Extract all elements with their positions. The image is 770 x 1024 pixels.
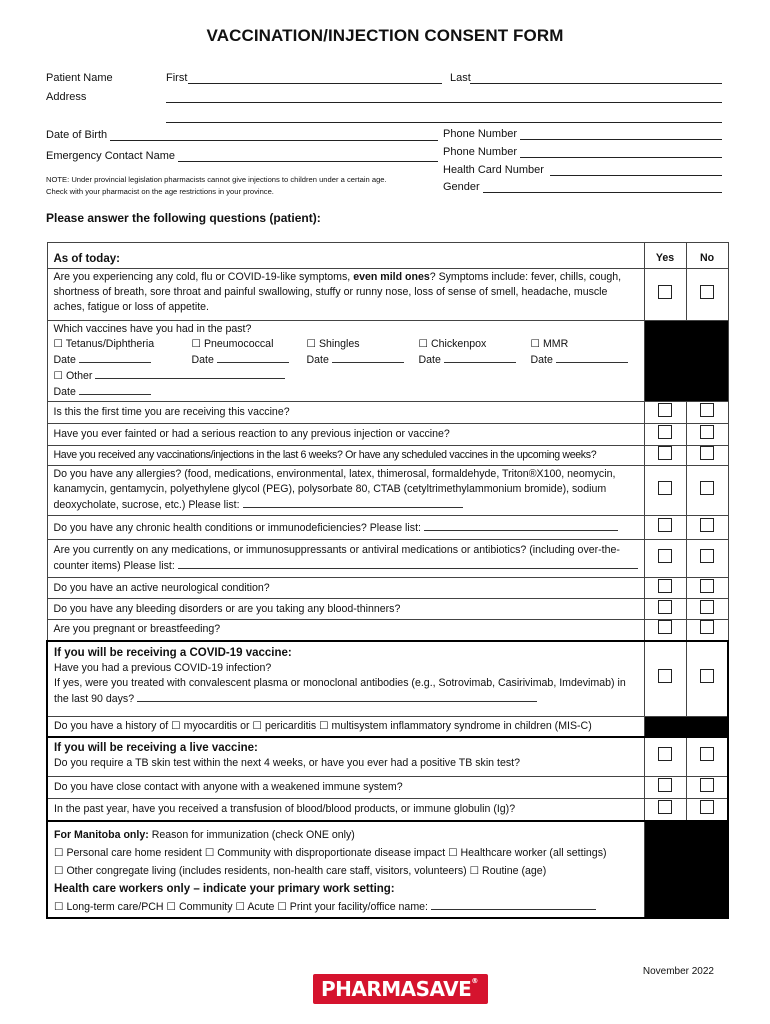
no-checkbox[interactable] — [700, 600, 714, 614]
no-checkbox[interactable] — [700, 800, 714, 814]
date-field[interactable] — [217, 352, 289, 363]
yes-checkbox[interactable] — [658, 446, 672, 460]
yes-checkbox[interactable] — [658, 549, 672, 563]
address-field-2[interactable] — [166, 122, 722, 123]
dob-label: Date of Birth — [46, 129, 108, 141]
fainted-question: Have you ever fainted or had a serious reaction to any previous injection or vaccine? — [47, 424, 644, 446]
emergency-contact-label: Emergency Contact Name — [46, 150, 175, 162]
date-field[interactable] — [332, 352, 404, 363]
allergies-question: Do you have any allergies? (food, medications, environmental, latex, thimerosal, formaldehyde, Triton®X100, neomycin, kanamycin, gentamycin, polyethylene glycol (PEG), polysorbate 80, CTAB (cetyltrimethylammonium bromide), sodium deoxycholate, sucrose, etc.) Please list: — [47, 466, 644, 516]
live-vaccine-heading: If you will be receiving a live vaccine: — [54, 741, 258, 754]
date-field[interactable] — [79, 352, 151, 363]
no-checkbox[interactable] — [700, 579, 714, 593]
health-card-label: Health Card Number — [443, 164, 544, 176]
neurological-question: Do you have an active neurological condition? — [47, 578, 644, 599]
myocarditis-history-question: Do you have a history of ☐ myocarditis or ☐ pericarditis ☐ multisystem inflammatory syndrome in children (MIS-C) — [47, 717, 644, 737]
date-field[interactable] — [79, 384, 151, 395]
bleeding-question: Do you have any bleeding disorders or are you taking any blood-thinners? — [47, 599, 644, 620]
yes-checkbox[interactable] — [658, 285, 672, 299]
yes-checkbox[interactable] — [658, 669, 672, 683]
yes-checkbox[interactable] — [658, 403, 672, 417]
symptoms-question: Are you experiencing any cold, flu or COVID-19-like symptoms, even mild ones? Symptoms include: fever, chills, cough, shortness of breath, sore throat and painful swallowing, stuffy or runny nose, loss of sense of smell, headache, muscle aches, fatigue or loss of appetite. — [47, 269, 644, 321]
tb-test-question: Do you require a TB skin test within the next 4 weeks, or have you ever had a positive TB skin test? — [54, 756, 520, 769]
yes-header: Yes — [644, 243, 686, 269]
covid-section — [47, 641, 644, 717]
age-note-line-2: Check with your pharmacist on the age restrictions in your province. — [46, 187, 274, 196]
yes-checkbox[interactable] — [658, 425, 672, 439]
health-card-field[interactable] — [550, 175, 722, 176]
first-name-label: First — [166, 72, 188, 84]
covid-treatment-field[interactable] — [137, 691, 537, 702]
dob-field[interactable] — [110, 140, 438, 141]
pregnant-question: Are you pregnant or breastfeeding? — [47, 620, 644, 641]
address-field-1[interactable] — [166, 102, 722, 103]
health-care-workers-heading: Health care workers only – indicate your primary work setting: — [54, 882, 395, 895]
manitoba-options-line-1[interactable]: ☐ Personal care home resident ☐ Community with disproportionate disease impact ☐ Healthcare worker (all settings) — [54, 846, 607, 859]
as-of-today-heading: As of today: — [53, 253, 120, 265]
date-label: Date — [530, 354, 553, 366]
gender-label: Gender — [443, 181, 480, 193]
first-time-question: Is this the first time you are receiving this vaccine? — [47, 402, 644, 424]
no-checkbox[interactable] — [700, 549, 714, 563]
yes-checkbox[interactable] — [658, 747, 672, 761]
last-name-field[interactable] — [470, 83, 722, 84]
blacked-out-cell — [644, 717, 728, 737]
no-header: No — [686, 243, 728, 269]
vaccine-option[interactable]: ☐ Shingles — [306, 338, 360, 350]
blacked-out-cell — [644, 821, 728, 918]
live-vaccine-section — [47, 737, 644, 777]
manitoba-heading: For Manitoba only: — [54, 828, 149, 841]
vaccine-option[interactable]: ☐ Tetanus/Diphtheria — [53, 338, 155, 350]
date-field[interactable] — [556, 352, 628, 363]
no-checkbox[interactable] — [700, 425, 714, 439]
first-name-field[interactable] — [188, 83, 442, 84]
no-checkbox[interactable] — [700, 778, 714, 792]
manitoba-options-line-2[interactable]: ☐ Other congregate living (includes residents, non-health care staff, visitors, volunteers) ☐ Routine (age) — [54, 864, 547, 877]
covid-heading: If you will be receiving a COVID-19 vaccine: — [54, 646, 292, 659]
phone-field-2[interactable] — [520, 157, 722, 158]
emergency-contact-field[interactable] — [178, 161, 438, 162]
table-row — [47, 321, 728, 402]
yes-checkbox[interactable] — [658, 518, 672, 532]
phone-label-2: Phone Number — [443, 146, 517, 158]
medications-field[interactable] — [178, 558, 638, 569]
facility-name-field[interactable] — [431, 899, 596, 910]
past-vaccines-question: Which vaccines have you had in the past? ☐ Tetanus/Diphtheria ☐ Pneumococcal ☐ Shingles ☐ Chickenpox ☐ MMR Date Date Date Date Date ☐ Other Date — [47, 321, 644, 402]
phone-label-1: Phone Number — [443, 128, 517, 140]
no-checkbox[interactable] — [700, 285, 714, 299]
form-title: VACCINATION/INJECTION CONSENT FORM — [206, 26, 564, 45]
yes-checkbox[interactable] — [658, 800, 672, 814]
blacked-out-cell — [644, 321, 728, 402]
recent-vaccines-question: Have you received any vaccinations/injections in the last 6 weeks? Or have any scheduled vaccines in the upcoming weeks? — [47, 446, 644, 466]
section-heading: Please answer the following questions (patient): — [46, 211, 321, 225]
date-label: Date — [306, 354, 329, 366]
form-date: November 2022 — [642, 966, 714, 977]
medications-question: Are you currently on any medications, or immunosuppressants or antiviral medications or antibiotics? (including over-the-counter items) Please list: — [47, 540, 644, 578]
address-label: Address — [46, 91, 87, 103]
manitoba-section: For Manitoba only: Reason for immunization (check ONE only) ☐ Personal care home resident ☐ Community with disproportionate disease impact ☐ Healthcare worker (all settings) ☐ Other congregate living (includes residents, non-health care staff, visitors, volunteers) ☐ Routine (age) Health care workers only – indicate your primary work setting: ☐ Long-term care/PCH ☐ Community ☐ Acute ☐ Print your facility/office name: — [47, 821, 644, 918]
chronic-conditions-question: Do you have any chronic health conditions or immunodeficiencies? Please list: — [47, 516, 644, 540]
transfusion-question: In the past year, have you received a transfusion of blood/blood products, or immune globulin (Ig)? — [47, 799, 644, 821]
phone-field-1[interactable] — [520, 139, 722, 140]
other-vaccine-option[interactable]: ☐ Other — [53, 370, 93, 382]
date-label: Date — [53, 386, 76, 398]
date-label: Date — [418, 354, 441, 366]
vaccine-option[interactable]: ☐ Pneumococcal — [191, 338, 274, 350]
patient-name-label: Patient Name — [46, 72, 113, 84]
gender-field[interactable] — [483, 192, 722, 193]
no-checkbox[interactable] — [700, 669, 714, 683]
no-checkbox[interactable] — [700, 481, 714, 495]
no-checkbox[interactable] — [700, 747, 714, 761]
no-checkbox[interactable] — [700, 403, 714, 417]
date-label: Date — [53, 354, 76, 366]
questions-table — [46, 242, 729, 919]
yes-checkbox[interactable] — [658, 600, 672, 614]
vaccine-option[interactable]: ☐ Chickenpox — [418, 338, 487, 350]
covid-infection-question: Have you had a previous COVID-19 infection? — [54, 661, 272, 674]
yes-checkbox[interactable] — [658, 778, 672, 792]
allergies-field[interactable] — [243, 497, 463, 508]
chronic-conditions-field[interactable] — [424, 520, 618, 531]
date-field[interactable] — [444, 352, 516, 363]
age-note-line-1: NOTE: Under provincial legislation pharmacists cannot give injections to children under a certain age. — [46, 175, 387, 184]
close-contact-question: Do you have close contact with anyone with a weakened immune system? — [47, 777, 644, 799]
table-row — [47, 269, 728, 321]
last-name-label: Last — [450, 72, 471, 84]
work-setting-options[interactable]: ☐ Long-term care/PCH ☐ Community ☐ Acute ☐ Print your facility/office name: — [54, 900, 428, 913]
no-checkbox[interactable] — [700, 518, 714, 532]
no-checkbox[interactable] — [700, 620, 714, 634]
yes-checkbox[interactable] — [658, 481, 672, 495]
vaccine-option[interactable]: ☐ MMR — [530, 338, 569, 350]
yes-checkbox[interactable] — [658, 579, 672, 593]
yes-checkbox[interactable] — [658, 620, 672, 634]
covid-treatment-question: If yes, were you treated with convalescent plasma or monoclonal antibodies (e.g., Sotrovimab, Casirivimab, Imdevimab) in the last 90 days? — [54, 676, 626, 705]
date-label: Date — [191, 354, 214, 366]
no-checkbox[interactable] — [700, 446, 714, 460]
pharmasave-logo: PHARMASAVE® — [313, 974, 488, 1004]
other-vaccine-field[interactable] — [95, 368, 285, 379]
